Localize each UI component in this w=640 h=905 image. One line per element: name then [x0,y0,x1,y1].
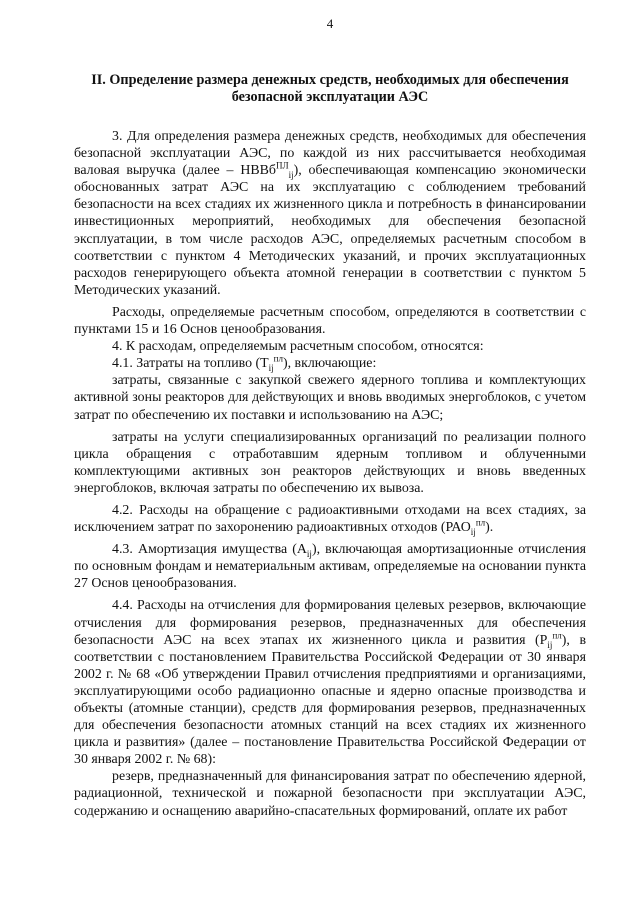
paragraph-4-4-text-b: ), в соответствии с постановлением Правительства Российской Федерации от 30 января 2002 г. № 68 «Об утверждении Правил отчисления предприятиями и организациями, эксплуатирующими особо радиационно опасные и ядерно опасные производства и объекты (атомные станции), средств для формирования резервов, предназначенных для обеспечения безопасности атомных станций на всех стадиях их жизненного цикла и развития» (далее – постановление Правительства Российской Федерации от 30 января 2002 г. № 68): [74,632,586,768]
paragraph-4-2-subscript: ij [470,526,476,537]
paragraph-4: 4. К расходам, определяемым расчетным способом, относятся: [112,339,484,355]
paragraph-calculated-expenses: Расходы, определяемые расчетным способом, определяются в соответствии с пунктами 15 и 16 Основ ценообразования. [74,304,586,338]
paragraph-4-4-subscript: ij [547,639,553,650]
paragraph-3 [74,128,586,299]
paragraph-4-2 [74,502,586,536]
paragraph-4-1-item-1: затраты, связанные с закупкой свежего ядерного топлива и комплектующих активной зоны реакторов для действующих и вновь вводимых энергоблоков, с учетом затрат по обеспечению их поставки и использованию на АЭС; [74,373,586,423]
paragraph-4-3-subscript: ij [306,548,312,559]
paragraph-4-2-superscript: пл [475,517,486,528]
paragraph-3-subscript: ij [288,169,294,180]
section-title-line-1: II. Определение размера денежных средств, необходимых для обеспечения [91,72,569,88]
paragraph-4-3-text-a: 4.3. Амортизация имущества (А [112,542,307,558]
paragraph-4-2-text-b: ). [485,520,494,536]
paragraph-4-4 [74,597,586,768]
paragraph-3-text-a: 3. Для определения размера денежных средств, необходимых для обеспечения безопасной эксплуатации АЭС, по каждой из них рассчитывается необходимая валовая выручка (далее – НВВб [74,129,586,179]
paragraph-4-1-item-2: затраты на услуги специализированных организаций по реализации полного цикла обращения с отработавшим ядерным топливом и облученными комплектующими активных зон реакторов действующих и вновь введенных энергоблоков, включая затраты по обеспечению их вывоза. [74,429,586,496]
section-title [74,72,586,106]
paragraph-4-1-text-b: ), включающие: [282,356,377,372]
paragraph-3-superscript: ПЛ [275,160,289,171]
paragraph-4-1-superscript: пл [273,353,283,364]
paragraph-4-3-text-b: ), включающая амортизационные отчисления по основным фондам и нематериальным активам, определяемые на основании пункта 27 Основ ценообразования. [74,542,586,592]
paragraph-4-1 [74,355,586,372]
page-number: 4 [326,16,334,31]
paragraph-4-4-text-a: 4.4. Расходы на отчисления для формирования целевых резервов, включающие отчисления для формирования резервов, предназначенных для обеспечения безопасности АЭС на всех этапах их жизненного цикла и развития (Р [74,598,586,648]
section-title-line-2: безопасной эксплуатации АЭС [231,89,429,105]
paragraph-3-text-b: ), обеспечивающая компенсацию экономически обоснованных затрат АЭС на их эксплуатацию с соблюдением требований безопасности на всех стадиях их жизненного цикла и потребность в финансировании инвестиционных мероприятий, необходимых для обеспечения безопасной эксплуатации, в том числе расходов АЭС, определяемых расчетным способом в соответствии с пунктом 4 Методических указаний, и прочих эксплуатационных расходов генерирующего объекта атомной генерации в соответствии с пунктом 5 Методических указаний. [74,163,586,298]
paragraph-4-1-subscript: ij [268,363,274,373]
paragraph-4-3 [74,541,586,592]
paragraph-4-4-superscript: пл [552,630,562,640]
paragraph-4-2-text-a: 4.2. Расходы на обращение с радиоактивными отходами на всех стадиях, за исключением затрат по захоронению радиоактивных отходов (РАО [74,502,586,536]
paragraph-4-4-item-1: резерв, предназначенный для финансирования затрат по обеспечению ядерной, радиационной, технической и пожарной безопасности при эксплуатации АЭС, содержанию и оснащению аварийно-спасательных формирований, оплате их работ [74,769,586,819]
paragraph-4-1-text-a: 4.1. Затраты на топливо (Т [112,356,269,372]
